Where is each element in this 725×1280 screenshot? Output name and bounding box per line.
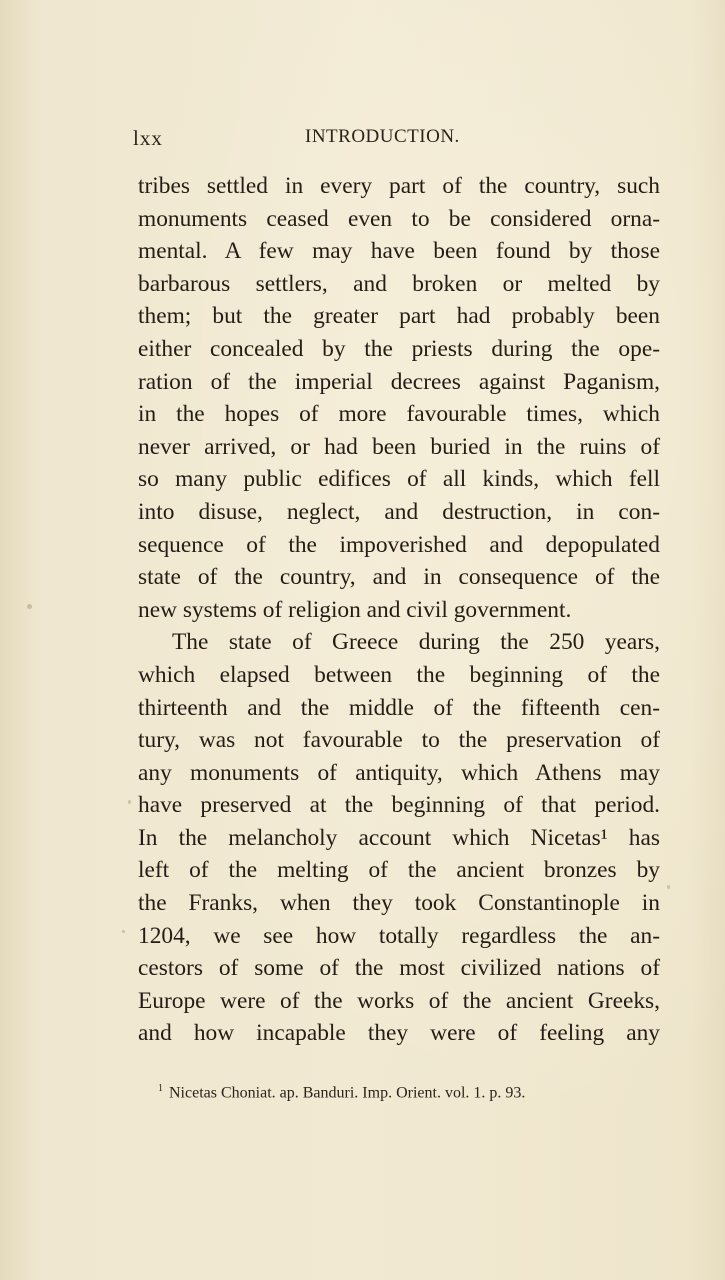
paper-foxing-spot [27,604,32,609]
text-line: cestors of some of the most civilized nations of [138,955,660,982]
text-line: never arrived, or had been buried in the ruins of [138,433,660,460]
text-line: in the hopes of more favourable times, which [138,401,660,428]
footnote-text: Nicetas Choniat. ap. Banduri. Imp. Orient. vol. 1. p. 93. [169,1084,526,1102]
text-line: left of the melting of the ancient bronzes by [138,857,660,884]
footnote-marker: 1 [158,1083,163,1094]
paper-foxing-spot [667,885,670,889]
text-line: tribes settled in every part of the country, such [138,173,660,199]
text-line: mental. A few may have been found by those [138,238,660,265]
text-line: Europe were of the works of the ancient Greeks, [138,987,660,1014]
text-line: In the melancholy account which Nicetas¹ has [138,824,660,851]
paper-foxing-spot [128,800,131,804]
running-title: INTRODUCTION. [305,126,460,147]
text-line: ration of the imperial decrees against Paganism, [138,368,660,395]
text-line: into disuse, neglect, and destruction, in con- [138,498,660,525]
text-line: either concealed by the priests during the ope- [138,335,660,362]
text-line: new systems of religion and civil government. [138,596,572,623]
running-head [133,126,493,156]
text-line: and how incapable they were of feeling any [138,1020,660,1047]
text-line: monuments ceased even to be considered orna- [138,205,660,232]
text-line: The state of Greece during the 250 years, [172,629,660,656]
page-number: lxx [133,126,163,150]
text-line: tury, was not favourable to the preservation of [138,727,660,754]
text-line: so many public edifices of all kinds, which fell [138,466,660,493]
text-line: the Franks, when they took Constantinople in [138,890,660,917]
text-line: barbarous settlers, and broken or melted by [138,270,660,297]
text-line: sequence of the impoverished and depopulated [138,531,660,558]
text-line: thirteenth and the middle of the fifteenth cen- [138,694,660,721]
text-line: have preserved at the beginning of that period. [138,792,660,819]
text-line: 1204, we see how totally regardless the an- [138,922,660,949]
text-line: state of the country, and in consequence of the [138,564,660,591]
text-line: them; but the greater part had probably been [138,303,660,330]
paper-foxing-spot [122,930,125,933]
body-text [138,170,660,1050]
footnote [158,1083,658,1102]
text-line: any monuments of antiquity, which Athens may [138,759,660,786]
text-line: which elapsed between the beginning of the [138,661,660,688]
paragraph [138,626,660,1050]
paragraph [138,170,660,626]
